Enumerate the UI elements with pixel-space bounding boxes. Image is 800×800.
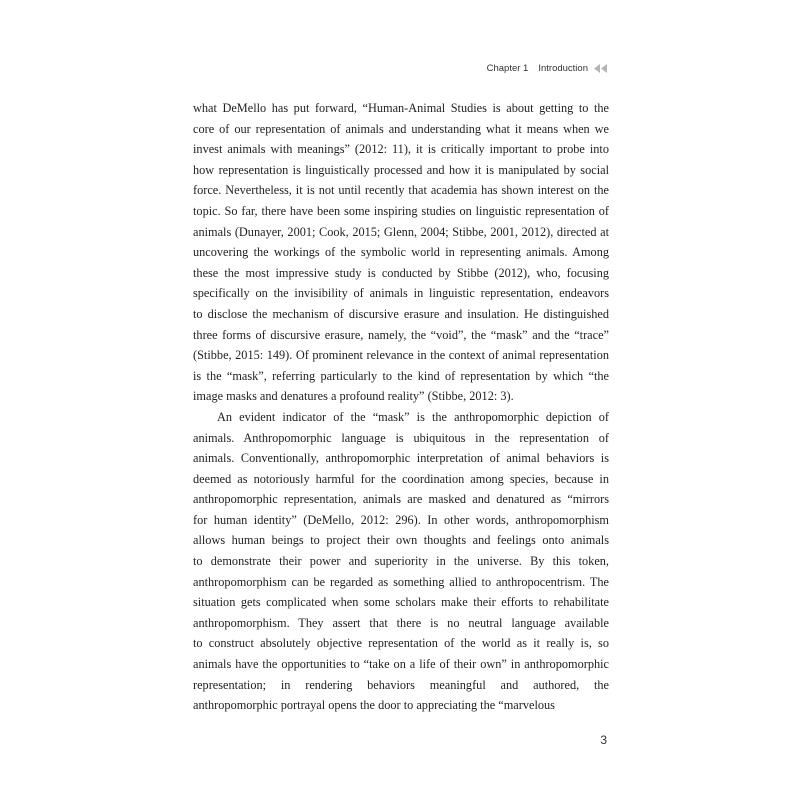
text-line: invest animals with meanings” (2012: 11), it is critically important to probe into [193,142,609,157]
text-line: how representation is linguistically processed and how it is manipulated by social [193,162,609,177]
text-line: is the “mask”, referring particularly to the kind of representation by which “the [193,368,609,383]
text-line: anthropomorphism can be regarded as something allied to anthropocentrism. The [193,574,609,589]
text-line: (Stibbe, 2015: 149). Of prominent relevance in the context of animal representation [193,348,609,363]
chapter-number: Chapter 1 [486,63,529,74]
text-line: three forms of discursive erasure, namely, the “void”, the “mask” and the “trace” [193,327,609,342]
text-line: for human identity” (DeMello, 2012: 296). In other words, anthropomorphism [193,512,609,527]
text-line: representation; in rendering behaviors meaningful and authored, the [193,677,609,692]
text-line: topic. So far, there have been some inspiring studies on linguistic representation of [193,203,609,218]
text-line: animals have the opportunities to “take on a life of their own” in anthropomorphic [193,657,609,672]
text-line: deemed as notoriously harmful for the coordination among species, because in [193,471,609,486]
text-line: image masks and denatures a profound reality” (Stibbe, 2012: 3). [193,389,514,404]
text-line: situation gets complicated when some scholars make their efforts to rehabilitate [193,595,609,610]
text-line: anthropomorphic portrayal opens the door to appreciating the “marvelous [193,698,555,713]
text-line: animals. Conventionally, anthropomorphic interpretation of animal behaviors is [193,451,609,466]
text-line: allows human beings to project their own thoughts and feelings onto animals [193,533,609,548]
text-line: force. Nevertheless, it is not until recently that academia has shown interest on the [193,183,609,198]
chapter-title: Introduction [538,63,588,74]
running-header [487,63,608,74]
text-line: An evident indicator of the “mask” is the anthropomorphic depiction of [217,409,609,424]
text-line: animals. Anthropomorphic language is ubiquitous in the representation of [193,430,609,445]
text-line: uncovering the workings of the symbolic world in representing animals. Among [193,245,609,260]
page-number: 3 [600,733,607,747]
text-line: what DeMello has put forward, “Human-Animal Studies is about getting to the [193,101,609,115]
paragraph [193,98,609,407]
double-left-triangle-icon [594,64,608,73]
text-line: core of our representation of animals and understanding what it means when we [193,121,609,136]
text-line: these the most impressive study is conducted by Stibbe (2012), who, focusing [193,265,609,280]
body-text [193,98,609,716]
paragraph [193,407,609,716]
text-line: to demonstrate their power and superiority in the universe. By this token, [193,554,609,569]
text-line: to construct absolutely objective representation of the world as it really is, so [193,636,609,651]
text-line: animals (Dunayer, 2001; Cook, 2015; Glenn, 2004; Stibbe, 2001, 2012), directed at [193,224,609,239]
text-line: anthropomorphic representation, animals are masked and denatured as “mirrors [193,492,609,507]
text-line: anthropomorphism. They assert that there is no neutral language available [193,615,609,630]
text-line: specifically on the invisibility of animals in linguistic representation, endeavors [193,286,609,301]
text-line: to disclose the mechanism of discursive erasure and insulation. He distinguished [193,306,609,321]
